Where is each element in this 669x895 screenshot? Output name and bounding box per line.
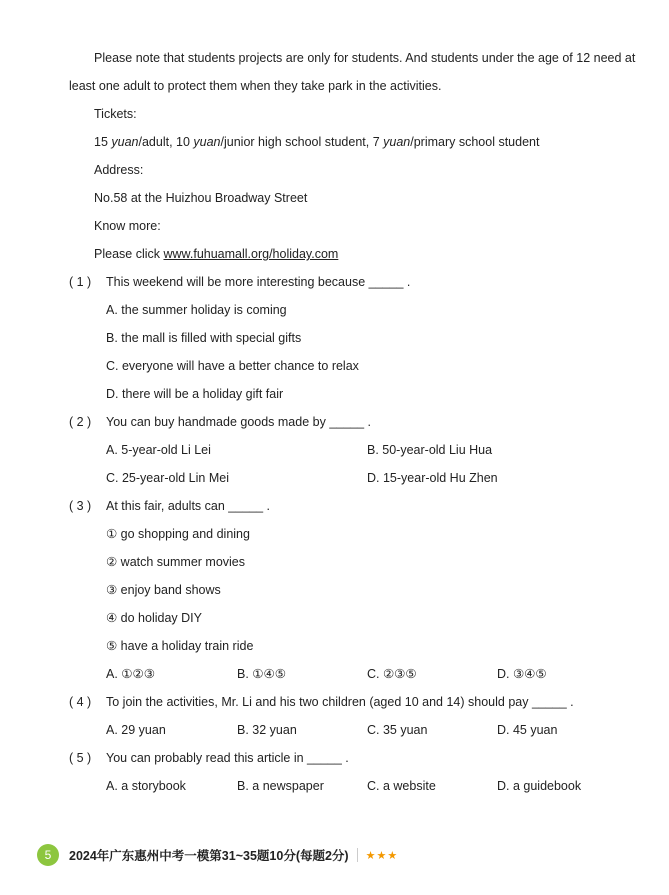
option-q4-c: C. 35 yuan: [367, 723, 428, 737]
question-3: [69, 498, 270, 514]
activity-item-4: ④ do holiday DIY: [106, 611, 202, 625]
know-more-label: Know more:: [94, 219, 161, 233]
page-number-badge: 5: [37, 844, 59, 866]
question-1: [69, 274, 410, 290]
tickets-label: Tickets:: [94, 107, 137, 121]
option-q1-b: B. the mall is filled with special gifts: [106, 331, 302, 345]
option-q2-a: A. 5-year-old Li Lei: [106, 443, 211, 457]
address-label: Address:: [94, 163, 144, 177]
question-4: [69, 694, 574, 710]
option-q1-a: A. the summer holiday is coming: [106, 303, 287, 317]
question-text: You can buy handmade goods made by _____ .: [106, 415, 372, 429]
option-q4-a: A. 29 yuan: [106, 723, 166, 737]
option-q5-c: C. a website: [367, 779, 436, 793]
option-q3-c: C. ②③⑤: [367, 667, 417, 681]
activity-item-2: ② watch summer movies: [106, 555, 246, 569]
activity-item-3: ③ enjoy band shows: [106, 583, 221, 597]
option-q1-d: D. there will be a holiday gift fair: [106, 387, 284, 401]
option-q3-d: D. ③④⑤: [497, 667, 547, 681]
question-text: At this fair, adults can _____ .: [106, 499, 270, 513]
option-q3-b: B. ①④⑤: [237, 667, 286, 681]
footer-title: 2024年广东惠州中考一模第31~35题10分(每题2分): [69, 849, 349, 863]
passage-note-line2: least one adult to protect them when they take park in the activities.: [69, 79, 442, 93]
question-number: ( 3 ): [69, 499, 92, 513]
option-q5-d: D. a guidebook: [497, 779, 582, 793]
activity-item-1: ① go shopping and dining: [106, 527, 250, 541]
option-q2-c: C. 25-year-old Lin Mei: [106, 471, 229, 485]
question-5: [69, 750, 349, 766]
option-q2-b: B. 50-year-old Liu Hua: [367, 443, 493, 457]
question-2: [69, 414, 371, 430]
question-text: You can probably read this article in _____ .: [106, 751, 349, 765]
question-number: ( 5 ): [69, 751, 92, 765]
question-number: ( 1 ): [69, 275, 92, 289]
option-q1-c: C. everyone will have a better chance to relax: [106, 359, 359, 373]
website-link[interactable]: www.fuhuamall.org/holiday.com: [163, 247, 339, 261]
option-q4-d: D. 45 yuan: [497, 723, 558, 737]
question-text: This weekend will be more interesting because _____ .: [106, 275, 411, 289]
question-text: To join the activities, Mr. Li and his two children (aged 10 and 14) should pay _____ .: [106, 695, 574, 709]
page-footer: [37, 843, 398, 867]
option-q3-a: A. ①②③: [106, 667, 155, 681]
activity-item-5: ⑤ have a holiday train ride: [106, 639, 254, 653]
passage-note-line1: Please note that students projects are only for students. And students under the age of 12 need at: [94, 51, 636, 65]
click-line: Please click www.fuhuamall.org/holiday.com: [94, 247, 339, 261]
option-q5-a: A. a storybook: [106, 779, 186, 793]
option-q5-b: B. a newspaper: [237, 779, 324, 793]
question-number: ( 2 ): [69, 415, 92, 429]
question-number: ( 4 ): [69, 695, 92, 709]
footer-divider: [357, 848, 358, 862]
address-text: No.58 at the Huizhou Broadway Street: [94, 191, 308, 205]
option-q2-d: D. 15-year-old Hu Zhen: [367, 471, 498, 485]
ticket-prices: 15 yuan/adult, 10 yuan/junior high school student, 7 yuan/primary school student: [94, 135, 540, 149]
option-q4-b: B. 32 yuan: [237, 723, 297, 737]
difficulty-stars: ★★★: [365, 849, 399, 862]
